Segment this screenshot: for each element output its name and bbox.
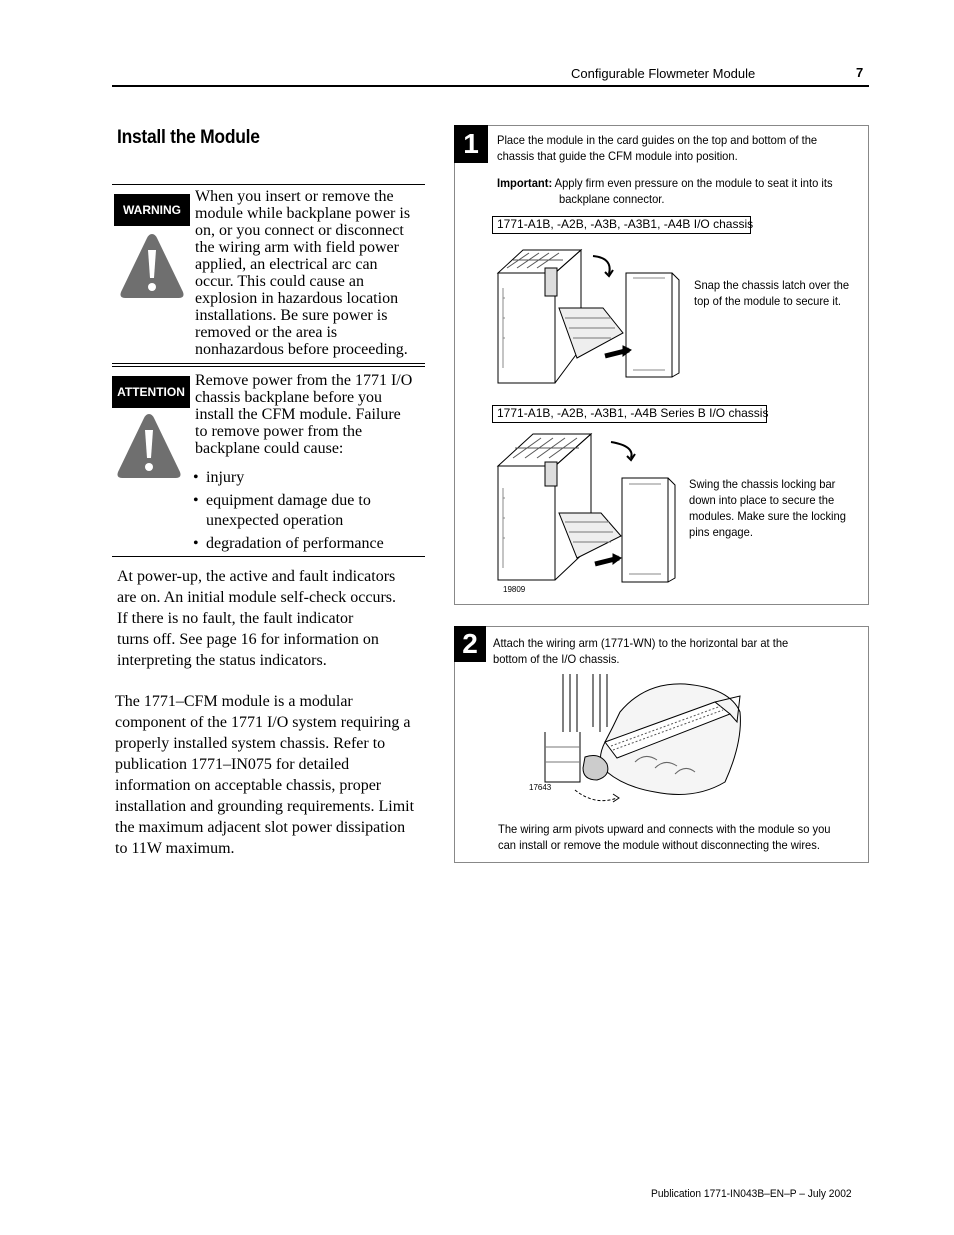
attention-line: to remove power from the xyxy=(195,423,363,440)
chassis-b-note-line: pins engage. xyxy=(689,525,753,539)
paragraph-line: the maximum adjacent slot power dissipation xyxy=(115,819,406,836)
body-paragraph-1 xyxy=(117,566,396,671)
warning-line: removed or the area is xyxy=(195,324,338,341)
step-2-line: bottom of the I/O chassis. xyxy=(493,652,620,666)
paragraph-line: component of the 1771 I/O system requiring a xyxy=(115,714,411,731)
paragraph-line: interpreting the status indicators. xyxy=(117,652,327,669)
section-heading: Install the Module xyxy=(117,127,260,148)
step-1-line: Place the module in the card guides on the top and bottom of the xyxy=(497,133,818,147)
paragraph-line: information on acceptable chassis, proper xyxy=(115,777,382,794)
chassis-b-note-line: modules. Make sure the locking xyxy=(689,509,846,523)
step-1-important xyxy=(497,175,833,191)
important-text: Apply firm even pressure on the module to seat it into its xyxy=(554,176,833,190)
chassis-b-illustration xyxy=(493,428,688,588)
warning-line: occur. This could cause an xyxy=(195,273,364,290)
paragraph-line: are on. An initial module self-check occurs. xyxy=(117,589,397,606)
attention-line: Remove power from the 1771 I/O xyxy=(195,372,413,389)
attention-line: backplane could cause: xyxy=(195,440,344,457)
paragraph-line: turns off. See page 16 for information on xyxy=(117,631,379,648)
chassis-a-note-line: Snap the chassis latch over the xyxy=(694,278,850,292)
wiring-arm-illustration xyxy=(525,672,755,812)
bullet-dot: • xyxy=(193,492,199,509)
chassis-a-label: 1771-A1B, -A2B, -A3B, -A3B1, -A4B I/O chassis xyxy=(492,216,751,234)
step-1-number: 1 xyxy=(454,125,488,163)
chassis-b-note-line: down into place to secure the xyxy=(689,493,835,507)
warning-text xyxy=(195,188,435,358)
important-text-cont: backplane connector. xyxy=(559,192,665,206)
paragraph-line: publication 1771–IN075 for detailed xyxy=(115,756,350,773)
chassis-b-note xyxy=(689,476,846,540)
chassis-b-note-line: Swing the chassis locking bar xyxy=(689,477,836,491)
step-2-note-line: can install or remove the module without disconnecting the wires. xyxy=(498,838,820,852)
paragraph-line: installation and grounding requirements. Limit xyxy=(115,798,415,815)
warning-line: installations. Be sure power is xyxy=(195,307,388,324)
warning-badge: WARNING xyxy=(114,194,190,226)
step-2-number: 2 xyxy=(454,626,486,662)
bullet-dot: • xyxy=(193,469,199,486)
notice-bottom-rule xyxy=(112,556,425,557)
attention-line: install the CFM module. Failure xyxy=(195,406,401,423)
attention-triangle-icon xyxy=(115,412,183,480)
chassis-a-illustration xyxy=(493,238,688,388)
body-paragraph-2 xyxy=(115,691,414,859)
step-1-line: chassis that guide the CFM module into position. xyxy=(497,149,738,163)
step-2-line: Attach the wiring arm (1771-WN) to the horizontal bar at the xyxy=(493,636,789,650)
bullet-text: degradation of performance xyxy=(206,535,384,552)
paragraph-line: The 1771–CFM module is a modular xyxy=(115,693,353,710)
step-2-instruction xyxy=(493,635,788,667)
bullet-text: unexpected operation xyxy=(206,512,344,529)
important-label: Important: xyxy=(497,176,553,190)
chassis-a-note-line: top of the module to secure it. xyxy=(694,294,842,308)
paragraph-line: to 11W maximum. xyxy=(115,840,235,857)
attention-line: chassis backplane before you xyxy=(195,389,383,406)
notice-divider-rule xyxy=(112,363,425,367)
running-header: Configurable Flowmeter Module xyxy=(571,66,756,81)
step-2-note xyxy=(498,821,830,853)
publication-footer: Publication 1771-IN043B–EN–P – July 2002 xyxy=(651,1188,852,1200)
warning-line: the wiring arm with field power xyxy=(195,239,399,256)
bullet-item xyxy=(193,491,371,531)
step-2-note-line: The wiring arm pivots upward and connects with the module so you xyxy=(498,822,831,836)
header-rule xyxy=(112,85,869,87)
step-1-instruction xyxy=(497,132,817,164)
paragraph-line: properly installed system chassis. Refer to xyxy=(115,735,386,752)
bullet-text: equipment damage due to xyxy=(206,492,371,509)
warning-line: When you insert or remove the xyxy=(195,188,394,205)
figure-number: 19809 xyxy=(503,585,526,594)
warning-top-rule xyxy=(112,184,425,185)
chassis-a-note xyxy=(694,277,849,309)
figure-number: 17643 xyxy=(529,783,552,792)
warning-line: on, or you connect or disconnect xyxy=(195,222,404,239)
warning-line: explosion in hazardous location xyxy=(195,290,399,307)
bullet-item xyxy=(193,468,244,488)
bullet-dot: • xyxy=(193,535,199,552)
warning-line: module while backplane power is xyxy=(195,205,411,222)
attention-text xyxy=(195,372,435,457)
attention-badge: ATTENTION xyxy=(112,376,190,408)
paragraph-line: If there is no fault, the fault indicator xyxy=(117,610,354,627)
bullet-item xyxy=(193,534,384,554)
warning-line: applied, an electrical arc can xyxy=(195,256,378,273)
warning-triangle-icon xyxy=(118,232,186,300)
page-number: 7 xyxy=(856,65,864,80)
warning-line: nonhazardous before proceeding. xyxy=(195,341,408,358)
chassis-b-label: 1771-A1B, -A2B, -A3B1, -A4B Series B I/O chassis xyxy=(492,405,767,423)
paragraph-line: At power-up, the active and fault indicators xyxy=(117,568,396,585)
bullet-text: injury xyxy=(206,469,245,486)
